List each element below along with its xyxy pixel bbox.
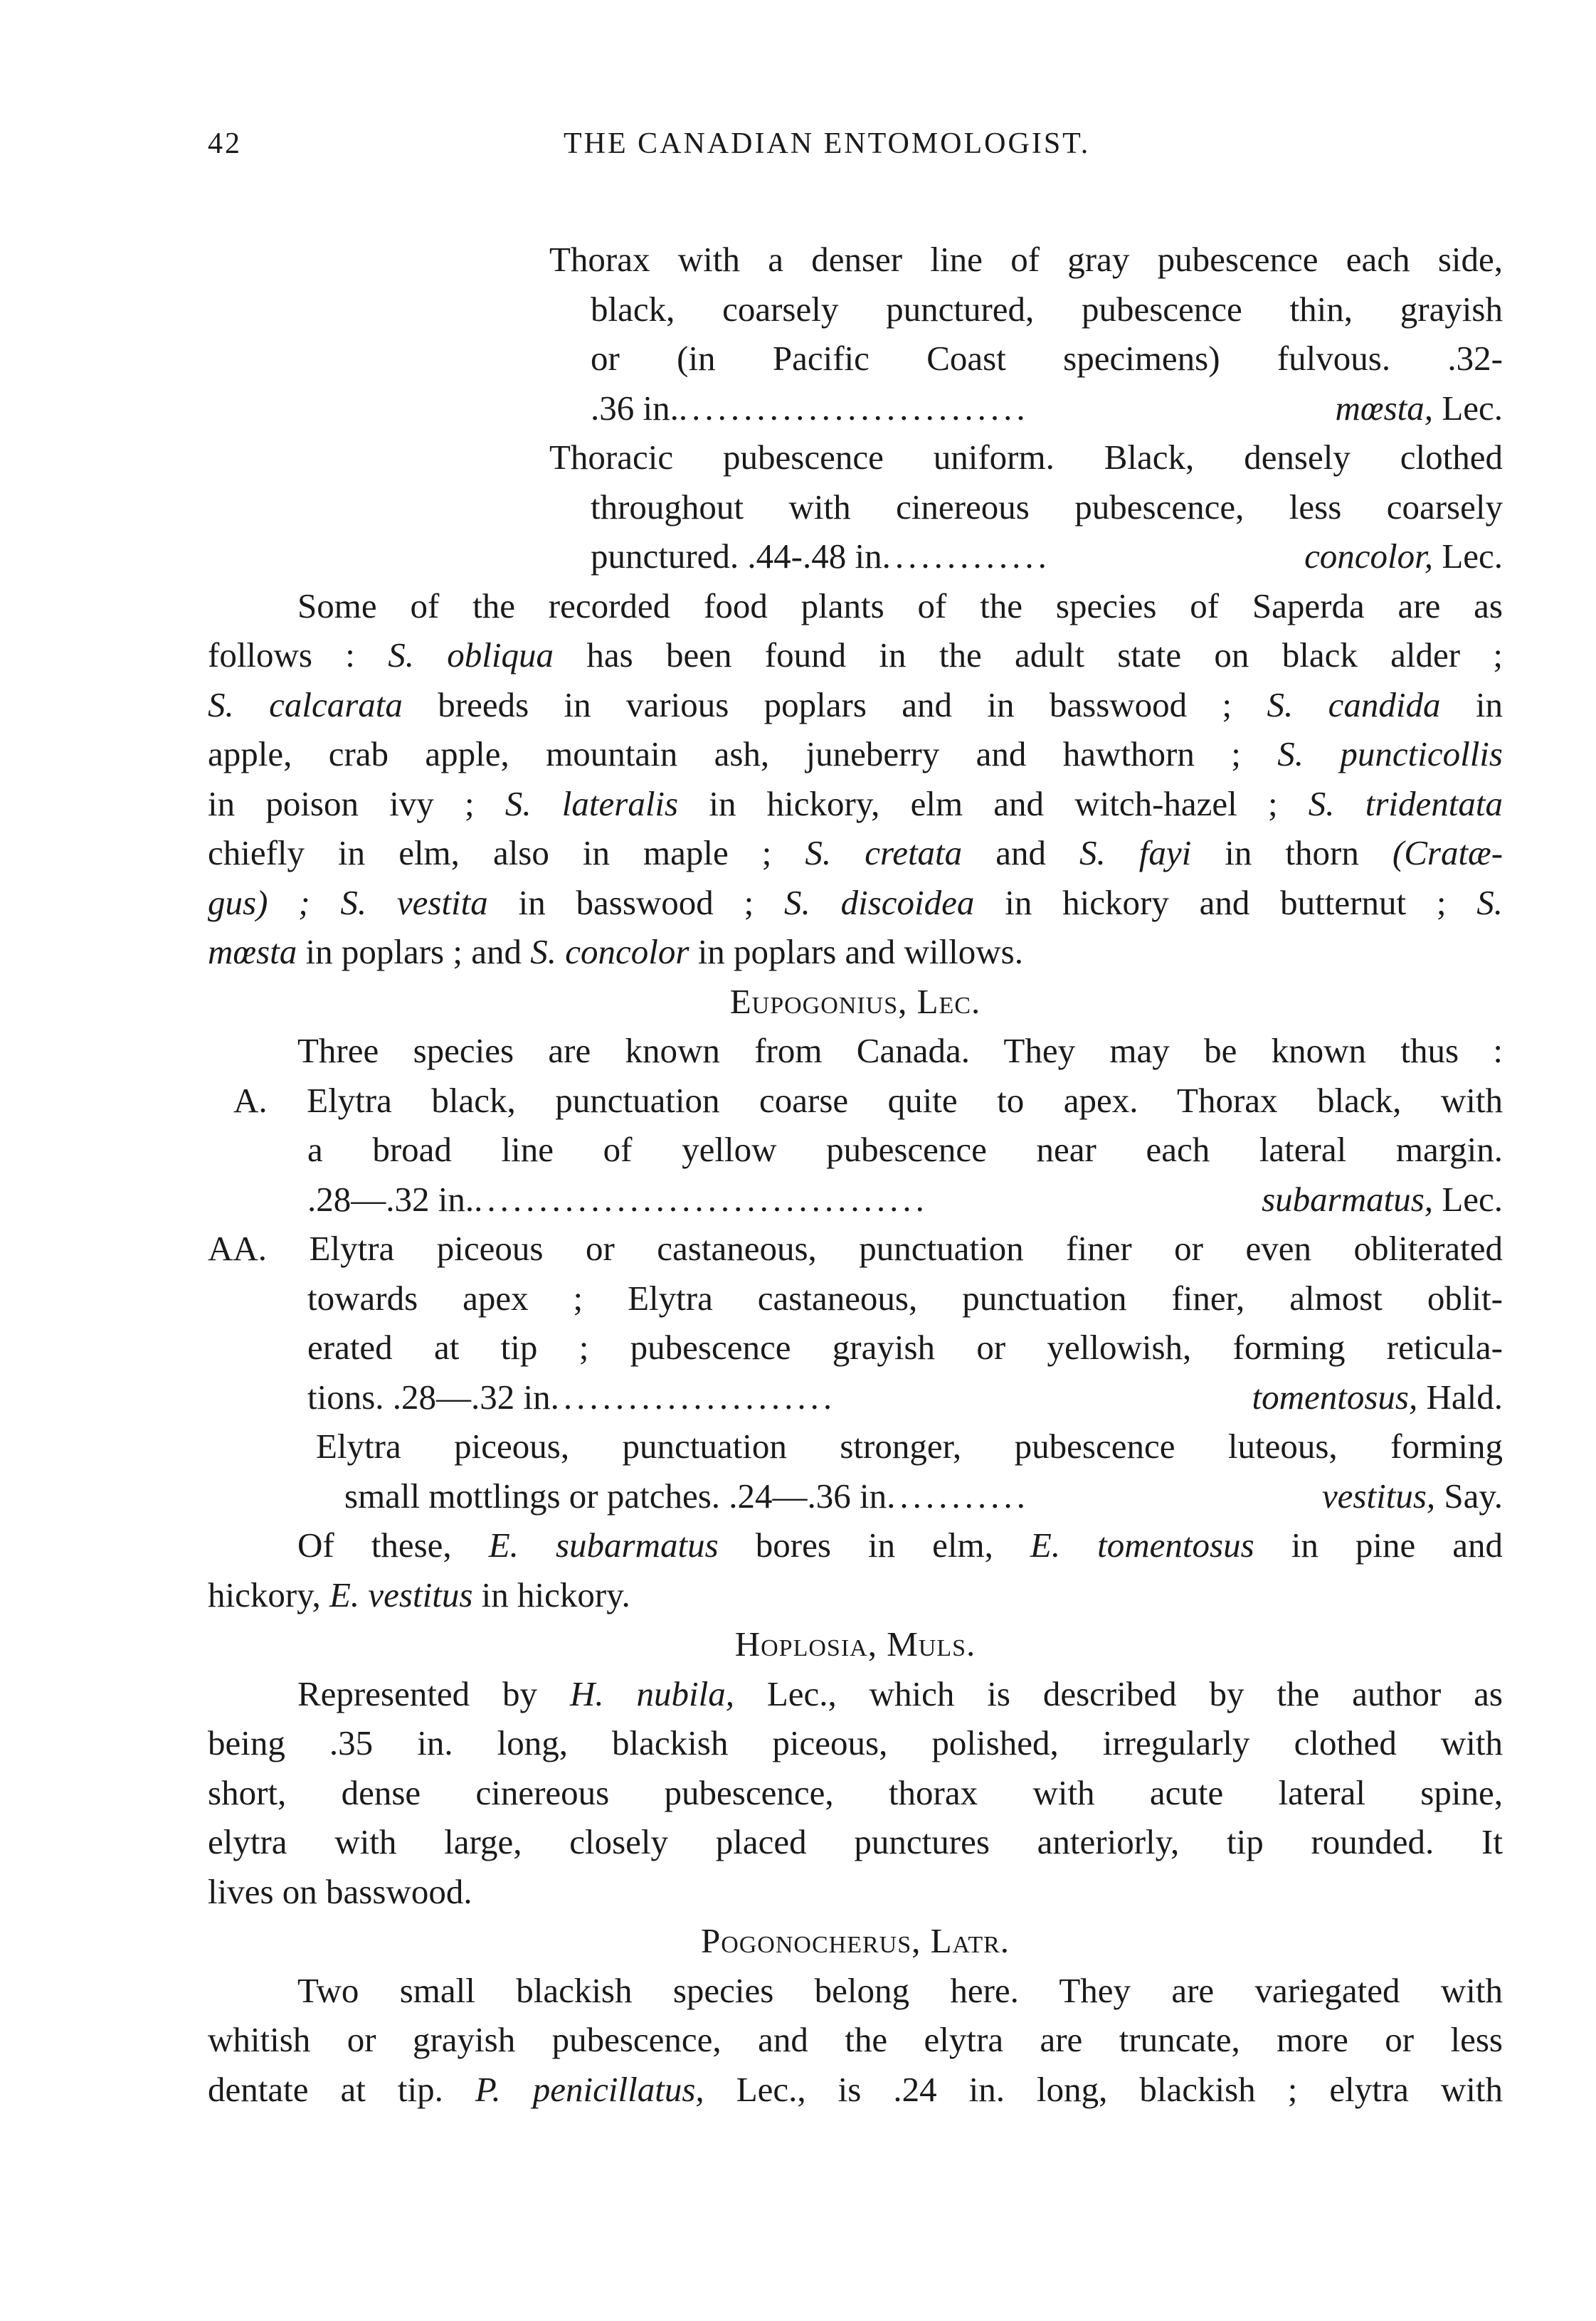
key-line: black, coarsely punctured, pubescence thin, grayish [591,289,1503,329]
section-heading: Eupogonius, Lec. [729,981,981,1021]
size-range: .36 in. [591,388,679,428]
genus-name: (Cratæ- [1392,833,1503,872]
author: Lec. [1442,536,1503,576]
text-line: Some of the recorded food plants of the species of Saperda are as [297,586,1503,625]
key-line: a broad line of yellow pubescence near each lateral margin. [307,1130,1503,1169]
species-name: mœsta [208,932,297,971]
size-range: tions. .28—.32 in [307,1377,551,1417]
key-line: Elytra piceous, punctuation stronger, pubescence luteous, forming [316,1427,1503,1466]
text-line: mœsta in poplars ; and S. concolor in poplars and willows. [208,932,1023,971]
pogonocherus-section [208,1916,1503,2114]
key-label: A. [233,1080,268,1120]
text-line: elytra with large, closely placed punctures anteriorly, tip rounded. It [208,1822,1503,1861]
leader-dots: ........... [887,1476,1030,1516]
text-line: dentate at tip. P. penicillatus, Lec., is .24 in. long, blackish ; elytra with [208,2069,1503,2109]
section-heading: Pogonocherus, Latr. [700,1921,1010,1960]
text-line: lives on basswood. [208,1871,472,1911]
species-name: H. nubila, [569,1674,734,1713]
leader-dots: ............. [882,536,1051,576]
key-line [208,1373,1503,1422]
text-line: follows : S. obliqua has been found in the adult state on black alder ; [208,635,1503,675]
leader-dots: ...................... [550,1377,837,1417]
foodplants-paragraph [208,581,1503,977]
species-name: S. tridentata [1308,783,1503,823]
species-name: subarmatus, [1262,1179,1434,1219]
genus-name: gus) ; [208,882,310,922]
key-line: AA. Elytra piceous or castaneous, punctuation finer or even obliterated [208,1229,1503,1268]
saperda-key [208,235,1503,581]
key-line: Thorax with a denser line of gray pubescence each side, [549,240,1503,279]
text-line: chiefly in elm, also in maple ; S. cretata and S. fayi in thorn (Cratæ- [208,833,1503,872]
key-line: Thoracic pubescence uniform. Black, densely clothed [549,438,1503,477]
species-name: E. vestitus [329,1575,473,1614]
eupogonius-section [208,977,1503,1620]
text-line: apple, crab apple, mountain ash, juneberry and hawthorn ; S. puncticollis [208,734,1503,773]
section-heading: Hoplosia, Muls. [734,1624,976,1664]
species-name: vestitus, [1321,1476,1436,1516]
species-name: S. calcarata [208,684,403,724]
species-name: mœsta, [1335,388,1434,428]
size-range: .28—.32 in. [307,1179,475,1219]
page-body [208,235,1503,2114]
text-line: being .35 in. long, blackish piceous, polished, irregularly clothed with [208,1723,1503,1762]
key-line [208,384,1503,433]
text-line: short, dense cinereous pubescence, thorax with acute lateral spine, [208,1772,1503,1812]
species-name: E. tomentosus [1030,1526,1254,1565]
species-name: S. obliqua [388,635,554,675]
species-name: S. vestita [340,882,488,922]
leader-dots: ................................... [474,1179,929,1219]
key-line: towards apex ; Elytra castaneous, punctuation finer, almost oblit- [307,1278,1503,1318]
key-line [208,1175,1503,1225]
author: Hald. [1426,1377,1503,1417]
text-line: S. calcarata breeds in various poplars and in basswood ; S. candida in [208,684,1503,724]
text-line: hickory, E. vestitus in hickory. [208,1575,630,1614]
text-line: in poison ivy ; S. lateralis in hickory, elm and witch-hazel ; S. tridentata [208,783,1503,823]
key-line: erated at tip ; pubescence grayish or yellowish, forming reticula- [307,1328,1503,1367]
size-range: punctured. .44-.48 in [591,536,882,576]
text-line: gus) ; S. vestita in basswood ; S. discoidea in hickory and butternut ; S. [208,882,1503,922]
text-line: Three species are known from Canada. They may be known thus : [297,1031,1503,1070]
key-line: throughout with cinereous pubescence, less coarsely [591,487,1503,527]
text-line: whitish or grayish pubescence, and the elytra are truncate, more or less [208,2020,1503,2059]
leader-dots: ........................... [678,388,1030,428]
species-name: S. fayi [1079,833,1192,872]
text-line: Represented by H. nubila, Lec., which is described by the author as [297,1674,1503,1713]
hoplosia-section [208,1619,1503,1916]
species-name: S. lateralis [504,783,679,823]
key-line [208,1471,1503,1521]
species-name: S. [1476,882,1503,922]
author: Say. [1444,1476,1503,1516]
key-line: or (in Pacific Coast specimens) fulvous. .32- [591,339,1503,378]
running-title: THE CANADIAN ENTOMOLOGIST. [564,127,1091,160]
species-name: P. penicillatus, [475,2069,704,2109]
species-name: S. puncticollis [1277,734,1503,773]
author: Lec. [1442,388,1503,428]
species-name: S. candida [1267,684,1441,724]
author: Lec. [1442,1179,1503,1219]
species-name: S. concolor [530,932,689,971]
text-line: Two small blackish species belong here. They are variegated with [297,1970,1503,2010]
running-header [208,127,1503,176]
key-line: A. Elytra black, punctuation coarse quite to apex. Thorax black, with [233,1080,1503,1120]
key-line [208,532,1503,581]
species-name: S. discoidea [784,882,975,922]
species-name: concolor, [1304,536,1434,576]
key-label: AA. [208,1229,268,1268]
size-range: small mottlings or patches. .24—.36 in [344,1476,887,1516]
species-name: S. cretata [805,833,963,872]
species-name: E. subarmatus [488,1526,719,1565]
text-line: Of these, E. subarmatus bores in elm, E. tomentosus in pine and [297,1526,1503,1565]
species-name: tomentosus, [1252,1377,1418,1417]
page-number: 42 [208,127,242,160]
